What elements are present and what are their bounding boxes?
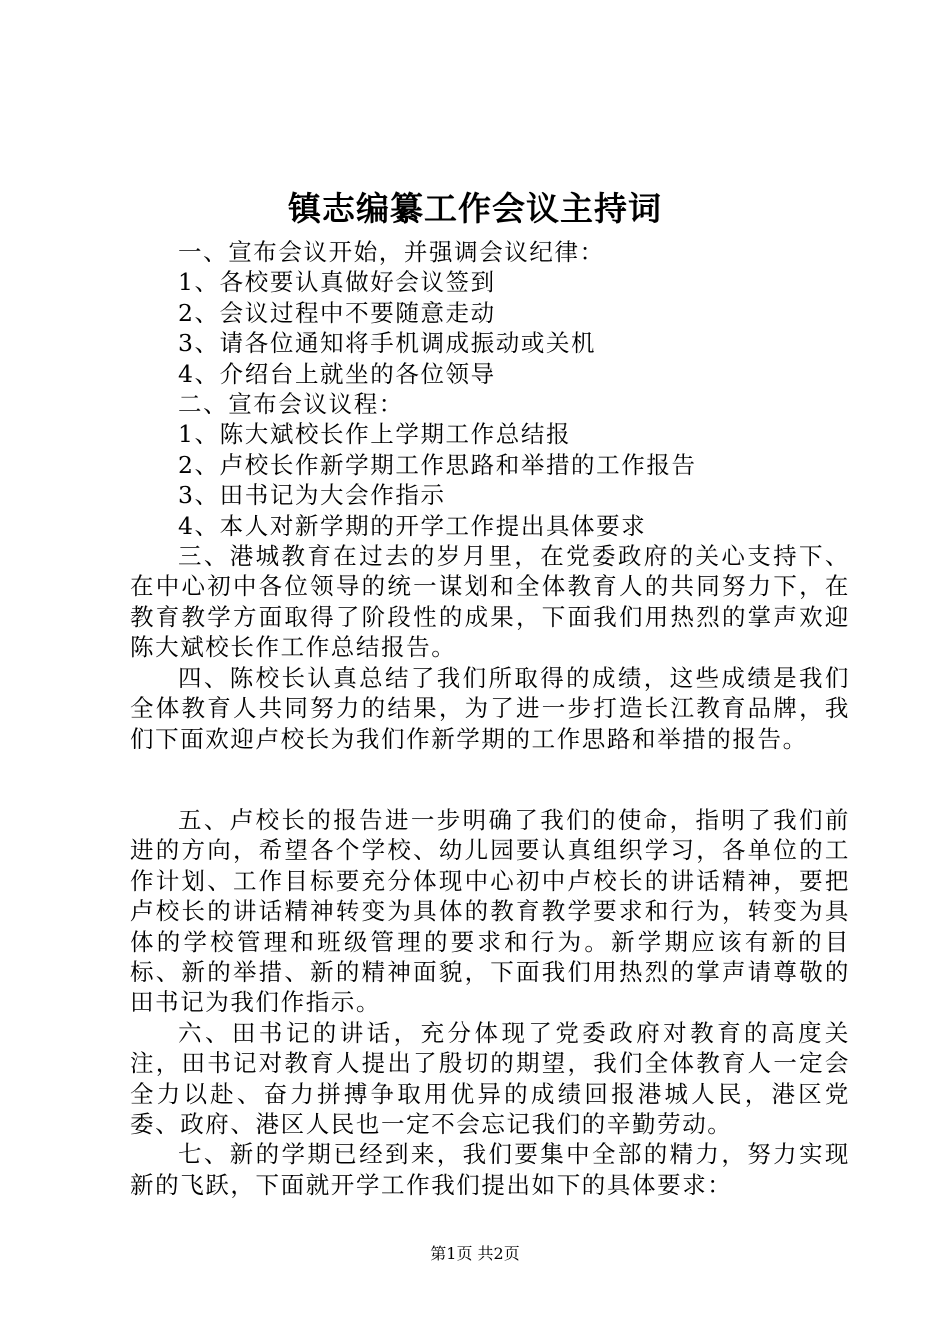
list-item: 3、请各位通知将手机调成振动或关机 bbox=[178, 329, 597, 358]
list-item: 4、介绍台上就坐的各位领导 bbox=[178, 359, 496, 388]
list-item: 1、各校要认真做好会议签到 bbox=[178, 268, 496, 297]
section-heading-1: 一、宣布会议开始，并强调会议纪律： bbox=[178, 238, 605, 266]
list-item: 4、本人对新学期的开学工作提出具体要求 bbox=[178, 511, 647, 540]
list-item: 2、卢校长作新学期工作思路和举措的工作报告 bbox=[178, 450, 697, 479]
section-heading-2: 二、宣布会议议程： bbox=[178, 390, 404, 419]
paragraph-5: 五、卢校长的报告进一步明确了我们的使命，指明了我们前进的方向，希望各个学校、幼儿园要认真组织学习，各单位的工作计划、工作目标要充分体现中心初中卢校长的讲话精神，要把卢校长的讲话精神转变为具体的教育教学要求和行为，转变为具体的学校管理和班级管理的要求和行为。新学期应该有新的目标、新的举措、新的精神面貌，下面我们用热烈的掌声请尊敬的田书记为我们作指示。 bbox=[130, 805, 850, 1017]
list-item: 3、田书记为大会作指示 bbox=[178, 481, 446, 510]
page-footer: 第1页 共2页 bbox=[430, 1244, 520, 1263]
paragraph-6: 六、田书记的讲话，充分体现了党委政府对教育的高度关注，田书记对教育人提出了殷切的期望，我们全体教育人一定会全力以赴、奋力拼搏争取用优异的成绩回报港城人民，港区党委、政府、港区人民也一定不会忘记我们的辛勤劳动。 bbox=[130, 1018, 850, 1138]
paragraph-4: 四、陈校长认真总结了我们所取得的成绩，这些成绩是我们全体教育人共同努力的结果，为了进一步打造长江教育品牌，我们下面欢迎卢校长为我们作新学期的工作思路和举措的报告。 bbox=[130, 663, 850, 753]
document-title: 镇志编纂工作会议主持词 bbox=[288, 189, 662, 228]
paragraph-7: 七、新的学期已经到来，我们要集中全部的精力，努力实现新的飞跃，下面就开学工作我们提出如下的具体要求： bbox=[130, 1140, 850, 1199]
paragraph-gap bbox=[130, 754, 850, 805]
document-body bbox=[130, 237, 850, 1200]
list-item: 1、陈大斌校长作上学期工作总结报 bbox=[178, 420, 572, 449]
list-item: 2、会议过程中不要随意走动 bbox=[178, 298, 496, 327]
paragraph-3: 三、港城教育在过去的岁月里，在党委政府的关心支持下、在中心初中各位领导的统一谋划和全体教育人的共同努力下，在教育教学方面取得了阶段性的成果，下面我们用热烈的掌声欢迎陈大斌校长作工作总结报告。 bbox=[130, 542, 850, 662]
